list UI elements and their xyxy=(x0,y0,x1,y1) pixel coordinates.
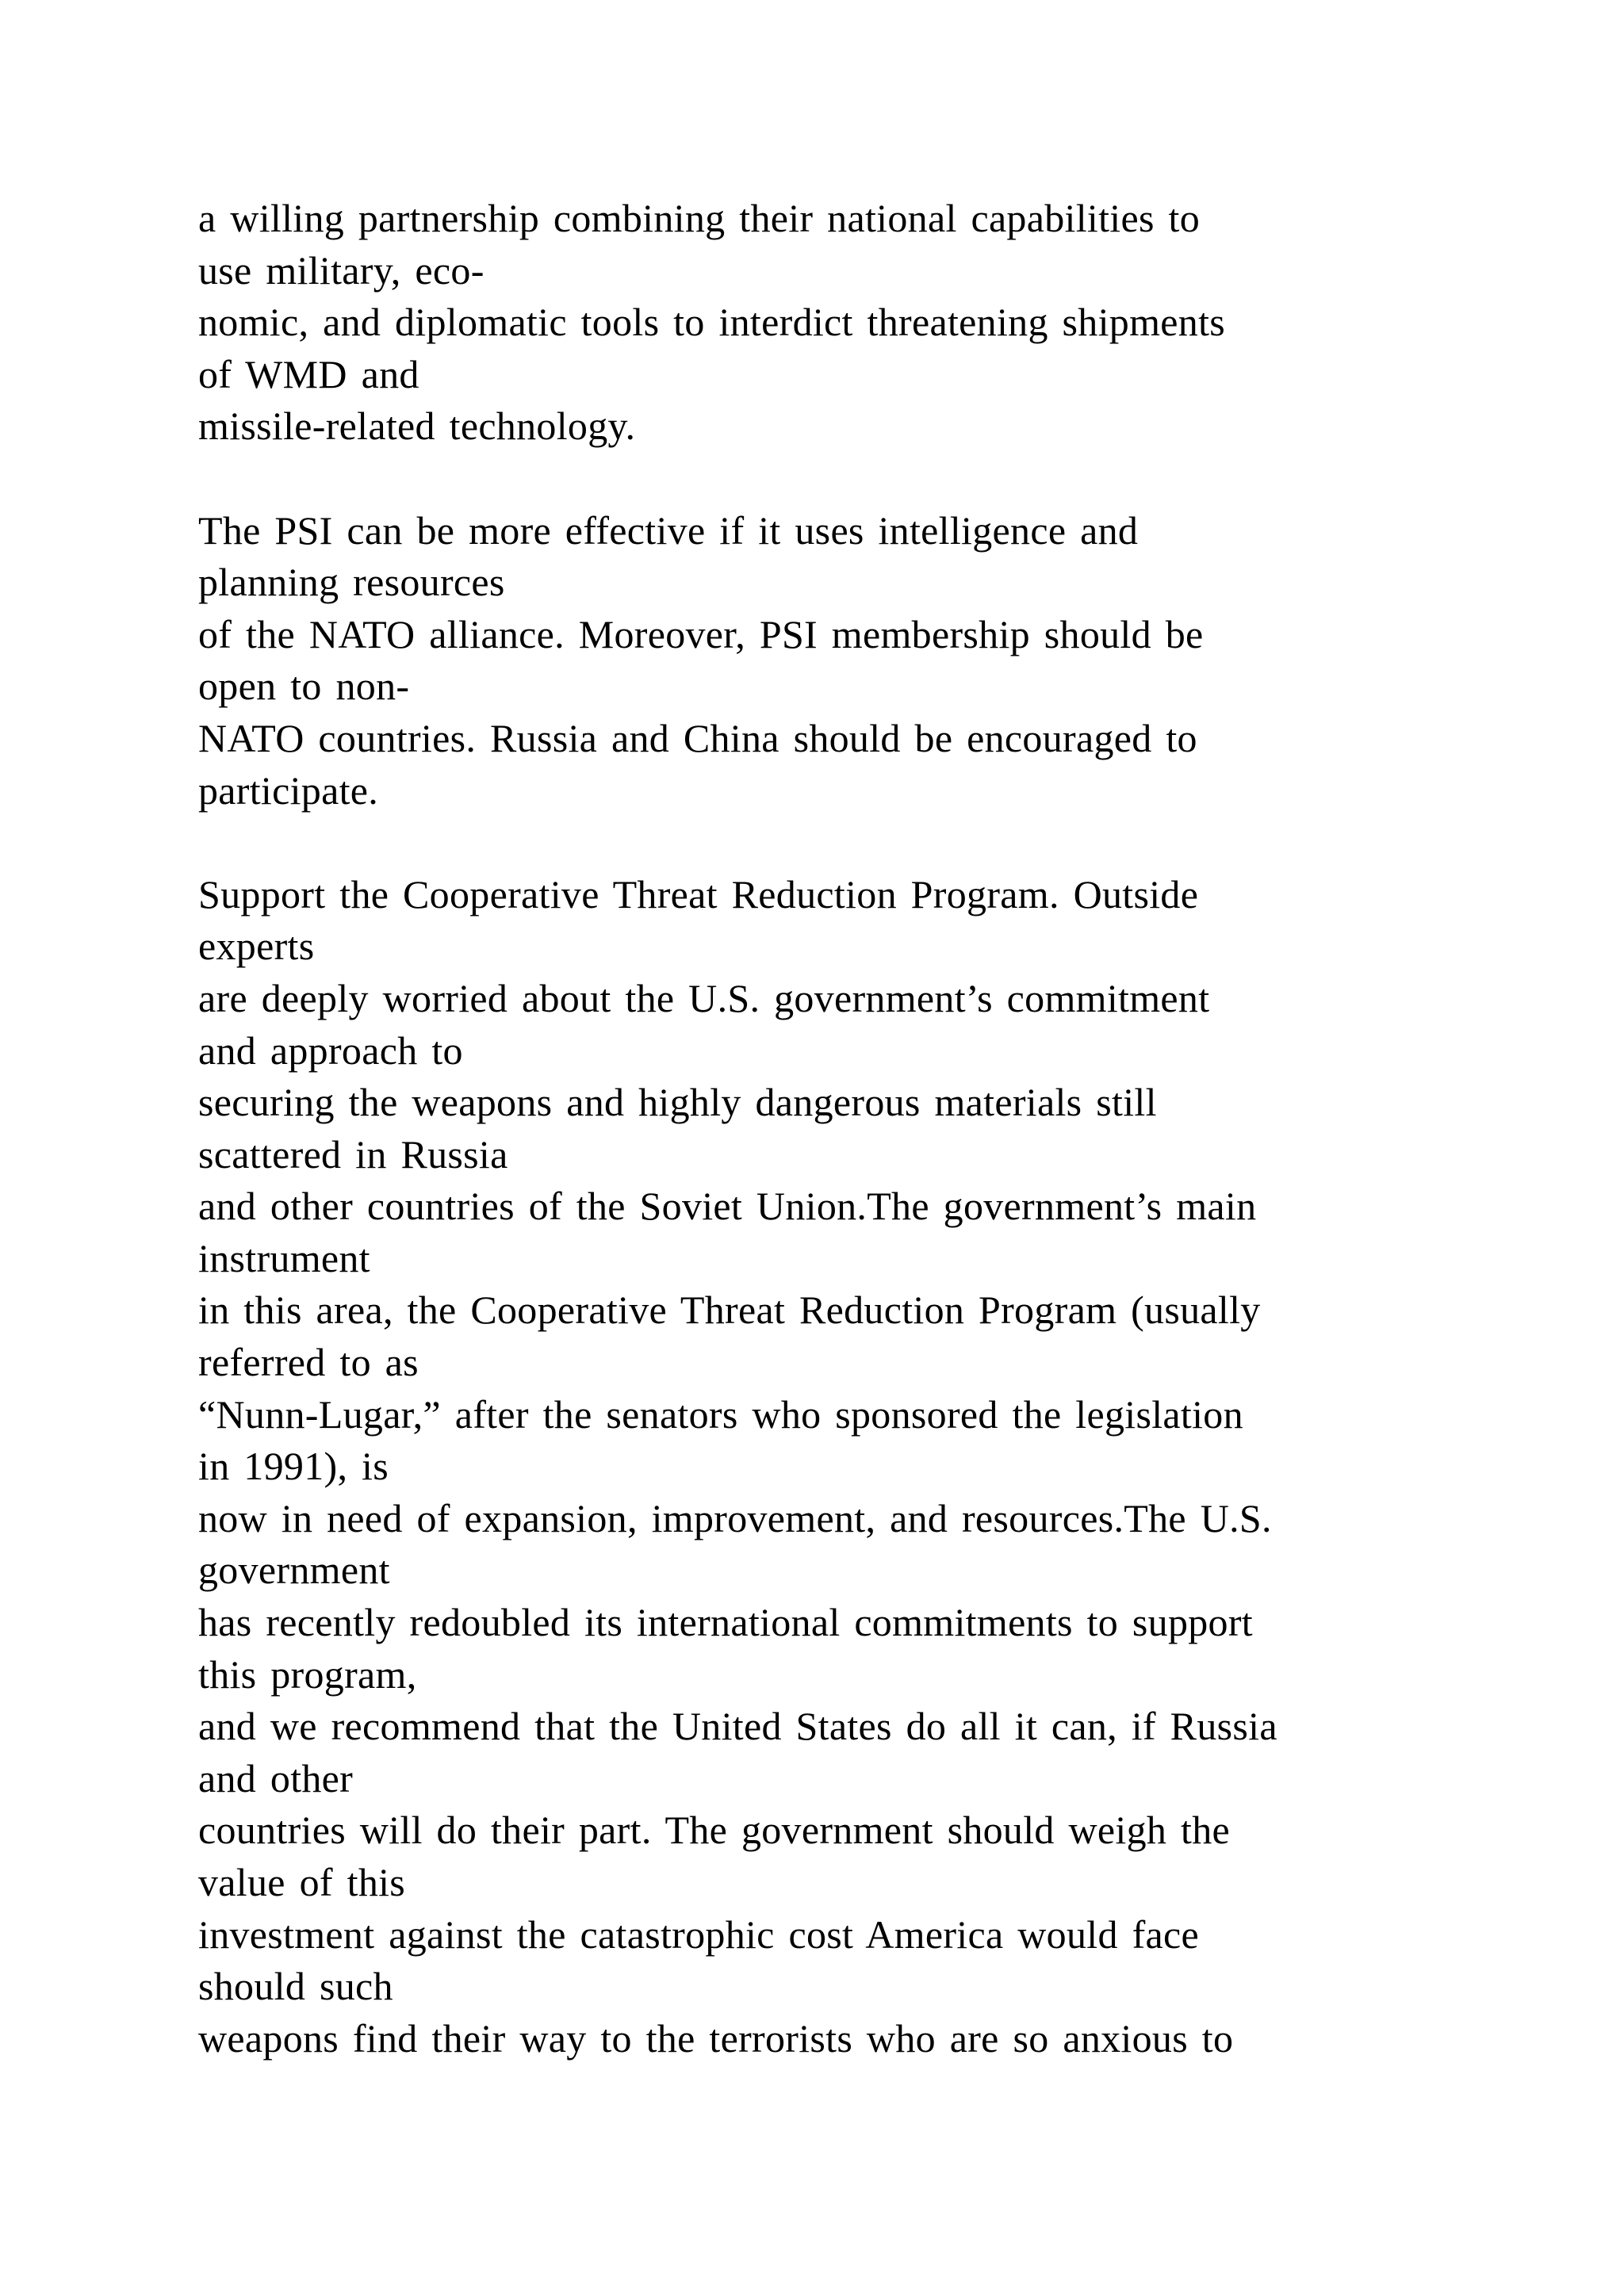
text-line: referred to as xyxy=(198,1340,419,1385)
text-line: government xyxy=(198,1548,390,1593)
text-line: investment against the catastrophic cost America would face xyxy=(198,1911,1200,1957)
text-line: a willing partnership combining their national capabilities to xyxy=(198,196,1201,240)
paragraph xyxy=(198,193,1507,453)
text-line: nomic, and diplomatic tools to interdict threatening shipments xyxy=(198,300,1226,345)
text-line: missile-related technology. xyxy=(198,404,636,449)
text-line: participate. xyxy=(198,767,379,813)
text-line: value of this xyxy=(198,1860,406,1904)
text-line: are deeply worried about the U.S. government’s commitment xyxy=(198,975,1210,1020)
text-line: countries will do their part. The government should weigh the xyxy=(198,1808,1230,1853)
text-line: of WMD and xyxy=(198,351,419,396)
text-line: use military, eco- xyxy=(198,247,485,293)
paragraph-gap xyxy=(198,453,1507,505)
text-line: open to non- xyxy=(198,664,410,709)
text-line: NATO countries. Russia and China should be encouraged to xyxy=(198,715,1197,760)
text-line: weapons find their way to the terrorists who are so anxious to xyxy=(198,2015,1234,2061)
text-line: of the NATO alliance. Moreover, PSI membership should be xyxy=(198,611,1204,656)
text-line: The PSI can be more effective if it uses intelligence and xyxy=(198,507,1139,553)
text-line: in this area, the Cooperative Threat Reduction Program (usually xyxy=(198,1288,1261,1333)
text-line: in 1991), is xyxy=(198,1444,389,1489)
paragraph-gap xyxy=(198,817,1507,869)
text-line: and approach to xyxy=(198,1027,463,1073)
text-line: this program, xyxy=(198,1651,417,1697)
paragraph xyxy=(198,505,1507,817)
text-line: and we recommend that the United States do all it can, if Russia xyxy=(198,1704,1277,1749)
text-line: and other xyxy=(198,1755,354,1800)
text-line: now in need of expansion, improvement, and resources.The U.S. xyxy=(198,1495,1272,1540)
text-line: Support the Cooperative Threat Reduction Program. Outside xyxy=(198,871,1199,916)
paragraph xyxy=(198,869,1507,2065)
text-line: should such xyxy=(198,1964,393,2009)
text-line: experts xyxy=(198,924,315,969)
text-line: “Nunn-Lugar,” after the senators who sponsored the legislation xyxy=(198,1391,1243,1437)
text-line: instrument xyxy=(198,1235,370,1280)
text-line: has recently redoubled its international commitments to support xyxy=(198,1600,1253,1645)
text-line: and other countries of the Soviet Union.The government’s main xyxy=(198,1184,1257,1229)
document-body xyxy=(198,193,1507,2064)
text-line: planning resources xyxy=(198,560,505,605)
text-line: scattered in Russia xyxy=(198,1131,508,1177)
text-line: securing the weapons and highly dangerous materials still xyxy=(198,1080,1157,1125)
